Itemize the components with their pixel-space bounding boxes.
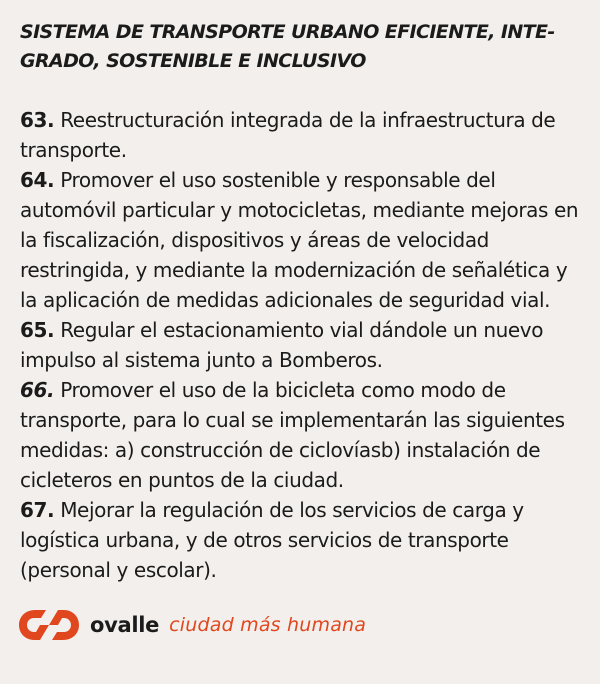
measure-number: 64.: [20, 168, 55, 192]
title-line-1: SISTEMA DE TRANSPORTE URBANO EFICIENTE, INTE-: [20, 21, 555, 43]
document-title: [20, 18, 580, 76]
measure-number: 63.: [20, 108, 55, 132]
measure-text: Promover el uso sostenible y responsable del automóvil particular y motocicletas, mediante mejoras en la fiscalización, dispositivos y áreas de velocidad restringida, y mediante la modernización de señalética y la aplicación de medidas adicionales de seguridad vial.: [20, 168, 579, 312]
measure-63: [20, 105, 586, 165]
measure-64: [20, 165, 586, 315]
measure-67: [20, 495, 586, 585]
measure-66: [20, 375, 586, 495]
measure-65: [20, 315, 586, 375]
title-line-2: GRADO, SOSTENIBLE E INCLUSIVO: [20, 50, 366, 72]
measure-text: Promover el uso de la bicicleta como modo de transporte, para lo cual se implementarán las siguientes medidas: a) construcción de ciclovíasb) instalación de cicleteros en puntos de la ciudad.: [20, 378, 565, 492]
measure-text: Regular el estacionamiento vial dándole un nuevo impulso al sistema junto a Bomberos.: [20, 318, 544, 372]
brand-name: ovalle: [90, 613, 160, 637]
measure-number: 66.: [20, 378, 55, 402]
measure-number: 65.: [20, 318, 55, 342]
ovalle-logo-icon: [18, 608, 80, 642]
brand-tagline: ciudad más humana: [169, 614, 367, 636]
measure-text: Reestructuración integrada de la infraestructura de transporte.: [20, 108, 556, 162]
footer-branding: [18, 605, 366, 645]
measure-number: 67.: [20, 498, 55, 522]
measures-list: [20, 105, 586, 585]
measure-text: Mejorar la regulación de los servicios de carga y logística urbana, y de otros servicios de transporte (personal y escolar).: [20, 498, 524, 582]
